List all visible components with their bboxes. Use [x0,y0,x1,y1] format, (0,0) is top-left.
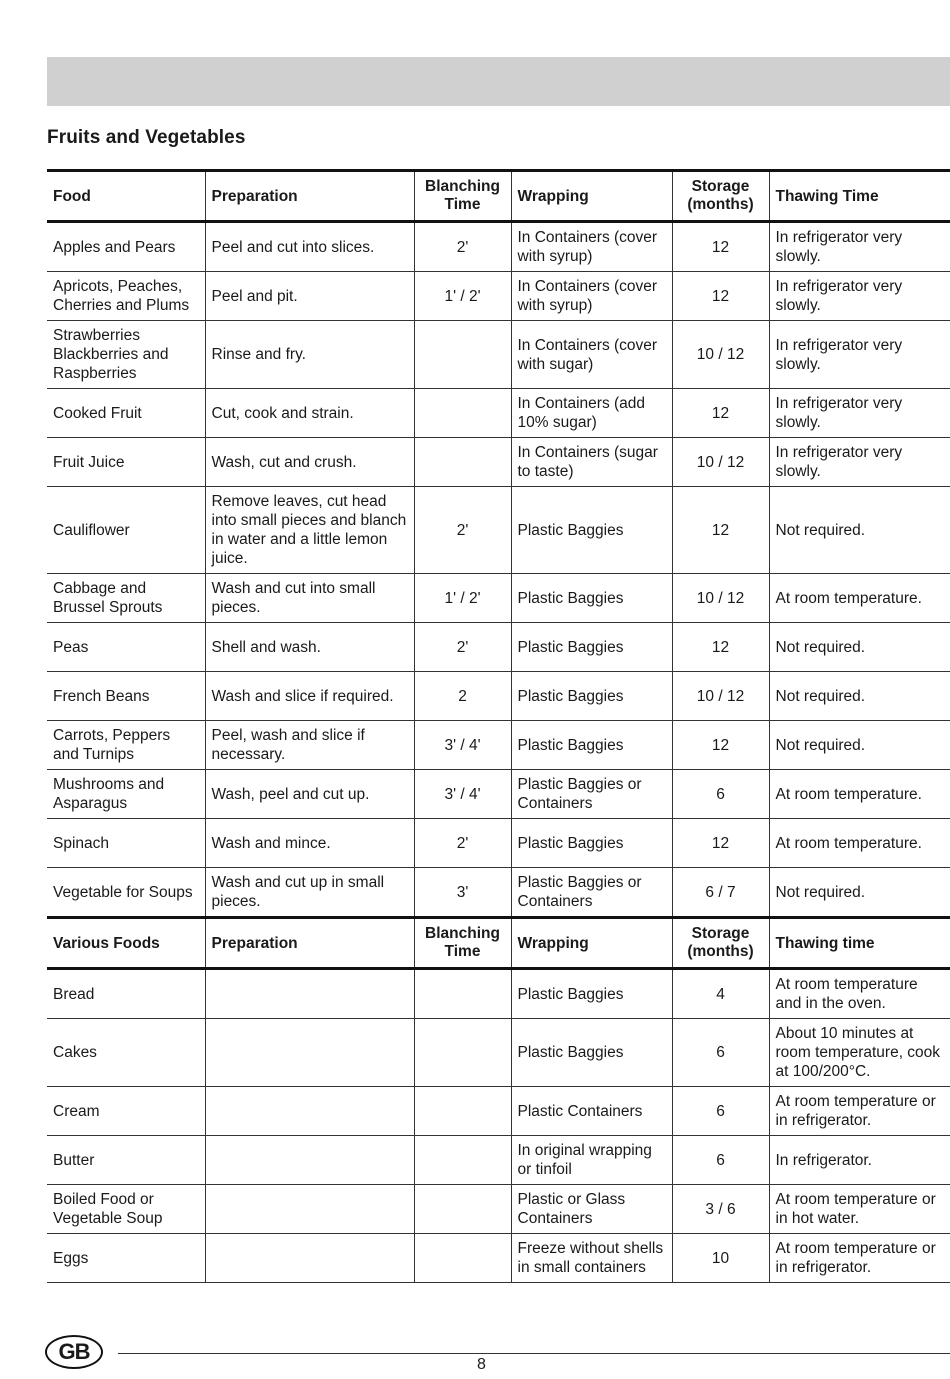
cell-wrapping: In Containers (sugar to taste) [511,438,672,487]
cell-storage: 10 / 12 [672,574,769,623]
freezing-table [47,169,950,1283]
cell-storage: 12 [672,819,769,868]
cell-thawing: About 10 minutes at room temperature, cook at 100/200°C. [769,1019,950,1087]
cell-thawing: Not required. [769,487,950,574]
cell-thawing: In refrigerator very slowly. [769,272,950,321]
cell-thawing: At room temperature or in hot water. [769,1185,950,1234]
cell-wrapping: Plastic Baggies [511,623,672,672]
various-header-row [47,918,950,969]
cell-thawing: Not required. [769,721,950,770]
cell-preparation: Peel and cut into slices. [205,222,414,272]
cell-storage: 6 [672,1136,769,1185]
cell-storage: 12 [672,623,769,672]
cell-blanching: 3' / 4' [414,721,511,770]
cell-preparation [205,1136,414,1185]
cell-food: Boiled Food or Vegetable Soup [47,1185,205,1234]
cell-wrapping: Plastic Containers [511,1087,672,1136]
page-number: 8 [477,1356,486,1373]
section-title: Fruits and Vegetables [47,127,246,148]
cell-blanching [414,969,511,1019]
header-food: Food [47,171,205,222]
cell-food: Eggs [47,1234,205,1283]
table-row [47,770,950,819]
cell-wrapping: Plastic Baggies [511,672,672,721]
cell-wrapping: Plastic Baggies [511,487,672,574]
country-badge-gb: GB [45,1335,103,1369]
cell-storage: 10 / 12 [672,438,769,487]
cell-blanching: 2' [414,819,511,868]
cell-preparation: Peel and pit. [205,272,414,321]
table-row [47,969,950,1019]
cell-blanching [414,321,511,389]
table-row [47,1136,950,1185]
cell-food: Mushrooms and Asparagus [47,770,205,819]
header-storage: Storage (months) [672,171,769,222]
cell-food: Vegetable for Soups [47,868,205,918]
cell-blanching: 3' / 4' [414,770,511,819]
header-bar [47,57,950,106]
cell-storage: 12 [672,222,769,272]
table-row [47,574,950,623]
cell-blanching [414,1234,511,1283]
cell-thawing: At room temperature. [769,819,950,868]
table-row [47,672,950,721]
cell-preparation: Cut, cook and strain. [205,389,414,438]
cell-wrapping: Plastic Baggies [511,969,672,1019]
cell-preparation: Wash and mince. [205,819,414,868]
header-blanching-time: Blanching Time [414,918,511,969]
cell-food: Spinach [47,819,205,868]
cell-blanching: 2' [414,623,511,672]
table-row [47,623,950,672]
table-row [47,868,950,918]
cell-preparation [205,1019,414,1087]
cell-blanching: 2' [414,487,511,574]
fruits-header-row [47,171,950,222]
cell-wrapping: In Containers (cover with sugar) [511,321,672,389]
table-row [47,438,950,487]
cell-storage: 6 / 7 [672,868,769,918]
table-row [47,487,950,574]
cell-blanching: 1' / 2' [414,272,511,321]
table-row [47,389,950,438]
cell-wrapping: Plastic Baggies or Containers [511,868,672,918]
header-thawing-time: Thawing time [769,918,950,969]
cell-wrapping: In Containers (cover with syrup) [511,222,672,272]
cell-preparation [205,1087,414,1136]
cell-food: Cakes [47,1019,205,1087]
cell-wrapping: In Containers (add 10% sugar) [511,389,672,438]
table-row [47,721,950,770]
cell-wrapping: Plastic or Glass Containers [511,1185,672,1234]
cell-thawing: Not required. [769,672,950,721]
table-row [47,1087,950,1136]
cell-wrapping: Plastic Baggies [511,1019,672,1087]
cell-food: Cooked Fruit [47,389,205,438]
cell-storage: 12 [672,389,769,438]
cell-blanching: 2 [414,672,511,721]
table-row [47,222,950,272]
freezing-table-wrapper [47,169,950,1286]
cell-blanching [414,1087,511,1136]
cell-storage: 12 [672,487,769,574]
table-row [47,819,950,868]
cell-thawing: At room temperature and in the oven. [769,969,950,1019]
cell-thawing: Not required. [769,623,950,672]
cell-wrapping: Plastic Baggies [511,574,672,623]
cell-thawing: At room temperature. [769,770,950,819]
cell-blanching: 1' / 2' [414,574,511,623]
cell-storage: 4 [672,969,769,1019]
cell-thawing: At room temperature or in refrigerator. [769,1234,950,1283]
cell-food: Fruit Juice [47,438,205,487]
cell-blanching: 3' [414,868,511,918]
cell-preparation: Peel, wash and slice if necessary. [205,721,414,770]
cell-food: Cream [47,1087,205,1136]
table-row [47,1185,950,1234]
cell-thawing: In refrigerator very slowly. [769,389,950,438]
header-preparation: Preparation [205,171,414,222]
cell-blanching [414,438,511,487]
header-wrapping: Wrapping [511,918,672,969]
cell-thawing: Not required. [769,868,950,918]
cell-blanching [414,1019,511,1087]
cell-food: Carrots, Peppers and Turnips [47,721,205,770]
cell-storage: 10 / 12 [672,321,769,389]
cell-food: Butter [47,1136,205,1185]
cell-preparation: Wash and cut up in small pieces. [205,868,414,918]
cell-storage: 6 [672,1019,769,1087]
cell-preparation: Wash and cut into small pieces. [205,574,414,623]
cell-storage: 12 [672,721,769,770]
cell-storage: 6 [672,770,769,819]
header-storage: Storage (months) [672,918,769,969]
cell-storage: 10 [672,1234,769,1283]
cell-preparation: Wash, peel and cut up. [205,770,414,819]
cell-thawing: At room temperature or in refrigerator. [769,1087,950,1136]
cell-blanching [414,389,511,438]
table-row [47,272,950,321]
header-various-foods: Various Foods [47,918,205,969]
cell-preparation [205,969,414,1019]
cell-thawing: In refrigerator. [769,1136,950,1185]
cell-thawing: At room temperature. [769,574,950,623]
header-blanching-time: Blanching Time [414,171,511,222]
cell-storage: 3 / 6 [672,1185,769,1234]
cell-blanching [414,1136,511,1185]
cell-storage: 6 [672,1087,769,1136]
cell-preparation: Remove leaves, cut head into small pieces and blanch in water and a little lemon juice. [205,487,414,574]
cell-blanching: 2' [414,222,511,272]
header-thawing-time: Thawing Time [769,171,950,222]
cell-storage: 10 / 12 [672,672,769,721]
header-wrapping: Wrapping [511,171,672,222]
cell-food: Apples and Pears [47,222,205,272]
cell-preparation [205,1234,414,1283]
cell-preparation: Shell and wash. [205,623,414,672]
cell-thawing: In refrigerator very slowly. [769,222,950,272]
cell-wrapping: In Containers (cover with syrup) [511,272,672,321]
cell-thawing: In refrigerator very slowly. [769,321,950,389]
cell-food: Cabbage and Brussel Sprouts [47,574,205,623]
cell-blanching [414,1185,511,1234]
cell-food: French Beans [47,672,205,721]
cell-food: Peas [47,623,205,672]
cell-food: Apricots, Peaches, Cherries and Plums [47,272,205,321]
footer-divider [118,1353,950,1354]
cell-food: Strawberries Blackberries and Raspberries [47,321,205,389]
cell-food: Bread [47,969,205,1019]
cell-thawing: In refrigerator very slowly. [769,438,950,487]
cell-wrapping: Plastic Baggies or Containers [511,770,672,819]
cell-wrapping: Freeze without shells in small containers [511,1234,672,1283]
cell-preparation: Wash, cut and crush. [205,438,414,487]
table-row [47,321,950,389]
cell-preparation [205,1185,414,1234]
cell-wrapping: Plastic Baggies [511,721,672,770]
table-row [47,1234,950,1283]
cell-storage: 12 [672,272,769,321]
cell-preparation: Wash and slice if required. [205,672,414,721]
header-preparation: Preparation [205,918,414,969]
cell-wrapping: In original wrapping or tinfoil [511,1136,672,1185]
cell-food: Cauliflower [47,487,205,574]
table-row [47,1019,950,1087]
cell-preparation: Rinse and fry. [205,321,414,389]
cell-wrapping: Plastic Baggies [511,819,672,868]
